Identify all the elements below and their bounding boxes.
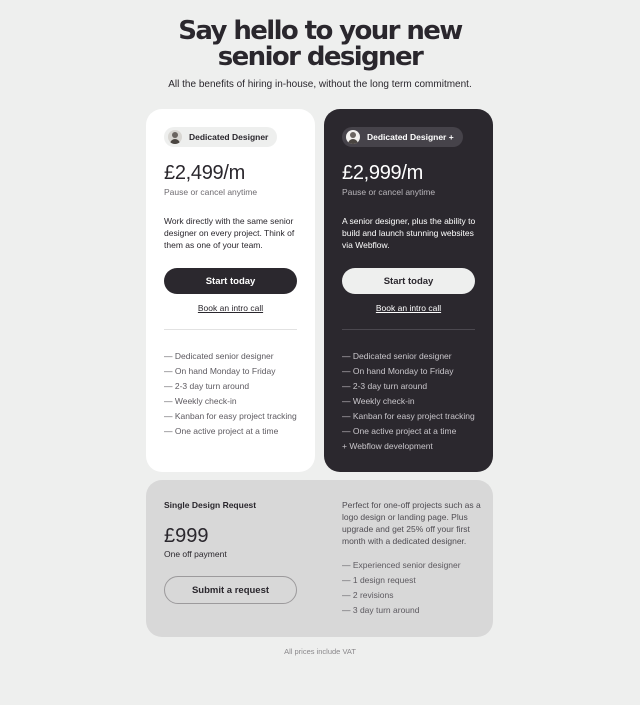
feature-item: — Kanban for easy project tracking [342,411,475,421]
submit-request-button[interactable]: Submit a request [164,576,297,604]
single-request-features [342,558,461,618]
single-request-price-note: One off payment [164,549,227,559]
feature-item: — On hand Monday to Friday [164,366,276,376]
feature-item: — 2-3 day turn around [342,381,428,391]
feature-item: — Weekly check-in [164,396,237,406]
vat-footnote: All prices include VAT [284,647,356,656]
plan-description: A senior designer, plus the ability to build and launch stunning websites via Webflow. [342,216,476,250]
designer-avatar-icon [346,130,360,144]
feature-item: — Dedicated senior designer [164,351,274,361]
divider [342,329,475,330]
page-title [0,18,640,70]
single-request-price: £999 [164,525,209,547]
page-subtitle: All the benefits of hiring in-house, without the long term commitment. [168,79,472,90]
feature-item: — 2-3 day turn around [164,381,250,391]
plan-card-dedicated-designer [146,109,315,472]
divider [164,329,297,330]
plan-badge-label: Dedicated Designer + [367,132,454,142]
feature-item: — 3 day turn around [342,605,420,615]
plan-features [342,349,475,454]
feature-item: + Webflow development [342,441,433,451]
plan-badge-label: Dedicated Designer [189,132,269,142]
plan-price: £2,999/m [342,162,423,184]
feature-item: — Experienced senior designer [342,560,461,570]
feature-item: — One active project at a time [342,426,457,436]
plan-badge [164,127,277,147]
feature-item: — 2 revisions [342,590,394,600]
single-request-description: Perfect for one-off projects such as a logo design or landing page. Plus upgrade and get 25% off your first month with a dedicated designer. [342,500,481,546]
book-intro-call-link[interactable]: Book an intro call [197,303,264,313]
plan-price-note: Pause or cancel anytime [164,187,258,197]
single-design-request-card [146,480,493,637]
page-title-line-2: senior designer [217,42,423,72]
feature-item: — On hand Monday to Friday [342,366,454,376]
plan-price: £2,499/m [164,162,245,184]
page-title-line-1: Say hello to your new [178,16,462,46]
designer-avatar-icon [168,130,182,144]
feature-item: — Kanban for easy project tracking [164,411,297,421]
single-request-title: Single Design Request [164,500,257,510]
feature-item: — 1 design request [342,575,416,585]
feature-item: — Weekly check-in [342,396,415,406]
feature-item: — Dedicated senior designer [342,351,452,361]
plan-description: Work directly with the same senior designer on every project. Think of them as one of your team. [164,216,295,250]
feature-item: — One active project at a time [164,426,279,436]
start-today-button[interactable]: Start today [342,268,475,294]
plan-badge [342,127,463,147]
start-today-button[interactable]: Start today [164,268,297,294]
plan-price-note: Pause or cancel anytime [342,187,436,197]
plan-card-dedicated-designer-plus [324,109,493,472]
plan-features [164,349,297,439]
book-intro-call-link[interactable]: Book an intro call [375,303,442,313]
